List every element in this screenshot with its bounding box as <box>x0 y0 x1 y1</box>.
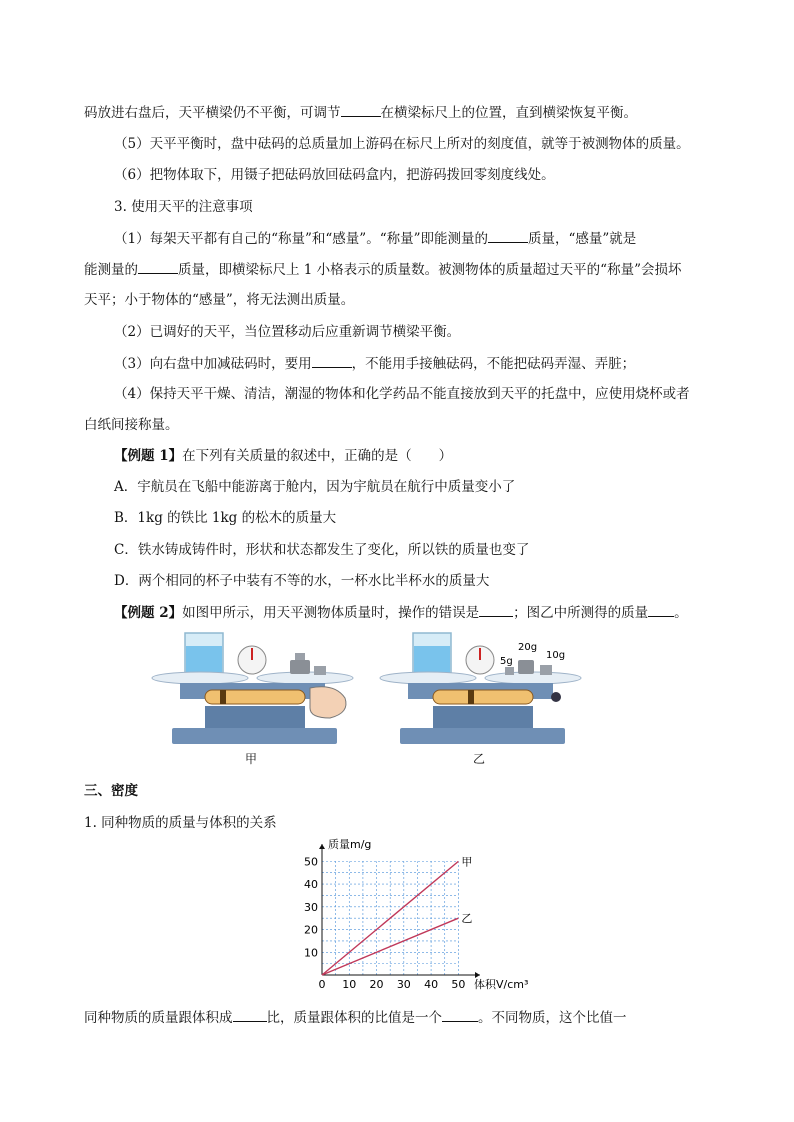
answer-blank[interactable] <box>479 602 513 617</box>
x-tick-label: 40 <box>424 978 439 991</box>
beam-scale <box>433 690 533 704</box>
answer-blank[interactable] <box>341 102 381 117</box>
balance-base <box>172 728 337 744</box>
weight-label: 5g <box>500 656 513 667</box>
hand-icon <box>310 687 346 718</box>
text-line-10: （4）保持天平干燥、清洁，潮湿的物体和化学药品不能直接放到天平的托盘中，应使用烧杯或者 <box>114 386 690 402</box>
option-b[interactable]: B．1kg 的铁比 1kg 的松木的质量大 <box>114 510 337 526</box>
y-tick-label: 30 <box>304 900 318 914</box>
answer-blank[interactable] <box>312 353 352 368</box>
answer-blank[interactable] <box>488 228 528 243</box>
text: 质量，即横梁标尺上 1 小格表示的质量数。被测物体的质量超过天平的“称量”会损坏 <box>178 262 682 278</box>
option-c[interactable]: C．铁水铸成铸件时，形状和状态都发生了变化，所以铁的质量也变了 <box>114 542 530 558</box>
weight-knob <box>295 653 305 660</box>
example-tag: 【例题 1】 <box>114 448 183 464</box>
example-2-question <box>114 602 688 623</box>
balance-right <box>380 633 581 744</box>
series-label: 甲 <box>461 855 473 869</box>
balance-figures <box>150 628 590 753</box>
text-line-7: 天平；小于物体的“感量”，将无法测出质量。 <box>84 292 355 308</box>
text-line-9 <box>114 353 635 374</box>
text-line-1 <box>84 102 637 123</box>
text: 在横梁标尺上的位置，直到横梁恢复平衡。 <box>380 105 637 121</box>
text: （3）向右盘中加减砝码时，要用 <box>114 356 312 372</box>
figure-label-yi: 乙 <box>472 752 485 766</box>
series-label: 乙 <box>461 912 473 926</box>
section-heading: 三、密度 <box>84 783 138 799</box>
question-text: ；图乙中所测得的质量 <box>513 605 649 621</box>
x-tick-label: 0 <box>318 978 326 991</box>
answer-blank[interactable] <box>648 602 674 617</box>
weight-20g <box>518 660 534 674</box>
adjust-knob <box>551 692 561 702</box>
question-text: 如图甲所示，用天平测物体质量时，操作的错误是 <box>182 605 480 621</box>
y-tick-label: 20 <box>304 923 318 937</box>
subheading-notes: 3. 使用天平的注意事项 <box>114 199 253 215</box>
y-tick-label: 50 <box>304 855 318 869</box>
weight <box>290 660 310 674</box>
y-tick-label: 10 <box>304 946 318 960</box>
y-tick-label: 40 <box>304 878 318 892</box>
y-axis-arrow <box>319 844 325 849</box>
x-tick-label: 10 <box>342 978 357 991</box>
option-d[interactable]: D．两个相同的杯子中装有不等的水，一杯水比半杯水的质量大 <box>114 573 490 589</box>
weight-label: 10g <box>546 650 566 661</box>
balance-column <box>205 706 305 728</box>
answer-blank[interactable] <box>233 1007 267 1022</box>
figure-label-jia: 甲 <box>244 752 257 766</box>
left-pan <box>380 672 476 684</box>
question-text: 在下列有关质量的叙述中，正确的是（ ） <box>182 448 453 464</box>
text: （1）每架天平都有自己的“称量”和“感量”。“称量”即能测量的 <box>114 231 488 247</box>
option-a[interactable]: A．宇航员在飞船中能游离于舱内，因为宇航员在航行中质量变小了 <box>114 479 516 495</box>
x-tick-label: 20 <box>369 978 384 991</box>
text: 比，质量跟体积的比值是一个 <box>266 1010 442 1026</box>
text-line-6 <box>84 259 681 280</box>
weight-10g <box>540 665 552 675</box>
text-line-2: （5）天平平衡时，盘中砝码的总质量加上游码在标尺上所对的刻度值，就等于被测物体的质量。 <box>114 136 690 152</box>
balance-left <box>152 633 353 744</box>
x-tick-label: 50 <box>451 978 466 991</box>
answer-blank[interactable] <box>138 259 178 274</box>
balance-base <box>400 728 565 744</box>
x-axis-label: 体积V/cm³ <box>474 978 529 991</box>
question-text: 。 <box>674 605 688 621</box>
mass-volume-chart <box>290 835 529 1000</box>
weight-label: 20g <box>518 642 538 653</box>
balance-column <box>433 706 533 728</box>
text: 同种物质的质量跟体积成 <box>84 1010 233 1026</box>
water <box>186 646 222 673</box>
rider <box>220 690 226 704</box>
text-line-11: 白纸间接称量。 <box>84 417 179 433</box>
left-pan <box>152 672 248 684</box>
weight-5g <box>505 667 514 675</box>
text-line-8: （2）已调好的天平，当位置移动后应重新调节横梁平衡。 <box>114 324 461 340</box>
answer-blank[interactable] <box>442 1007 478 1022</box>
text: 码放进右盘后，天平横梁仍不平衡，可调节 <box>84 105 341 121</box>
text-line-5 <box>114 228 636 249</box>
right-pan <box>485 672 581 684</box>
text: ，不能用手接触砝码，不能把砝码弄湿、弄脏； <box>351 356 636 372</box>
water <box>414 646 450 673</box>
text: 。不同物质，这个比值一 <box>478 1010 627 1026</box>
text: 能测量的 <box>84 262 138 278</box>
y-axis-label: 质量m/g <box>328 838 372 851</box>
text: 质量，“感量”就是 <box>528 231 637 247</box>
weight <box>314 666 326 675</box>
subheading-mass-volume: 1. 同种物质的质量与体积的关系 <box>84 815 277 831</box>
text-line-3: （6）把物体取下，用镊子把砝码放回砝码盒内，把游码拨回零刻度线处。 <box>114 167 555 183</box>
example-tag: 【例题 2】 <box>114 605 183 621</box>
rider <box>468 690 474 704</box>
example-1-question <box>114 446 452 466</box>
x-tick-label: 30 <box>396 978 411 991</box>
text-line-last <box>84 1007 627 1028</box>
